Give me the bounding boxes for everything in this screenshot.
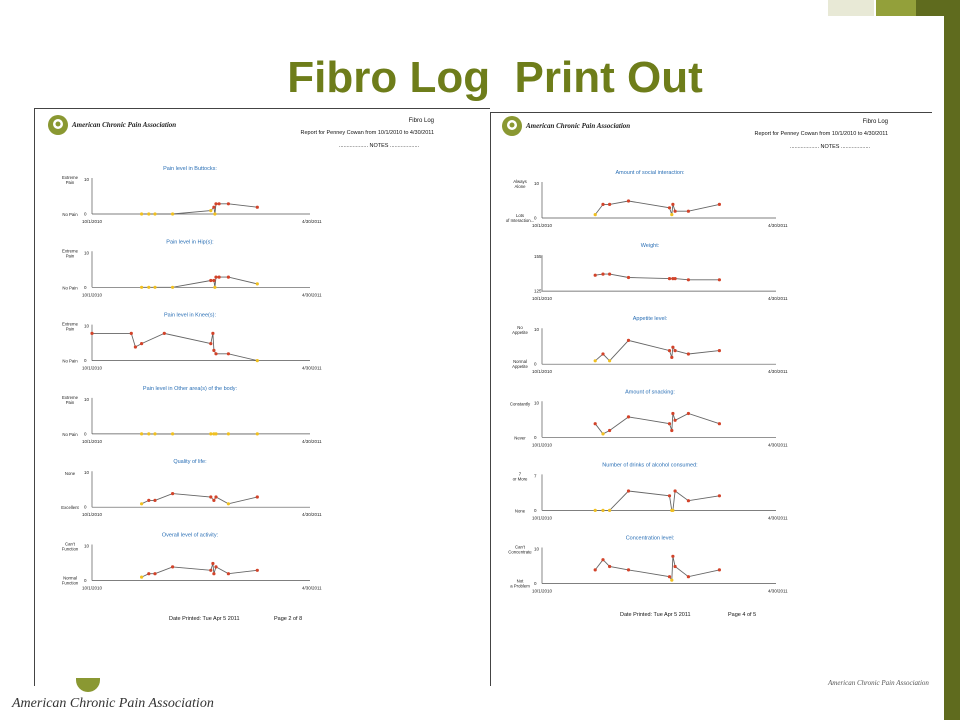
chart-x-start-label: 10/1/2010 — [82, 292, 103, 298]
chart-data-point — [601, 509, 604, 512]
chart-ymin-label: 125 — [534, 288, 542, 294]
chart-data-point — [674, 565, 677, 568]
chart-data-point — [256, 569, 259, 572]
chart-data-point — [209, 342, 212, 345]
chart-x-start-label: 10/1/2010 — [532, 296, 553, 302]
report-page-left — [34, 108, 490, 686]
chart-data-point — [674, 277, 677, 280]
chart-data-point — [718, 568, 721, 571]
chart-data-point — [668, 422, 671, 425]
chart-bottom-label: Normal Function — [61, 575, 79, 586]
chart-data-point — [147, 286, 150, 289]
chart-ymax-label: 7 — [534, 473, 537, 479]
chart-data-point — [214, 276, 217, 279]
chart-data-point — [153, 286, 156, 289]
report-page-right — [490, 112, 932, 686]
chart-data-point — [153, 499, 156, 502]
chart-data-point — [213, 286, 216, 289]
chart-ymin-label: 0 — [534, 434, 537, 440]
chart-ymax-label: 10 — [84, 250, 90, 256]
chart-data-point — [718, 422, 721, 425]
chart-data-point — [687, 278, 690, 281]
chart-series-line — [595, 556, 719, 580]
chart-ymax-label: 10 — [534, 181, 540, 186]
chart-title: Quality of life: — [173, 459, 207, 466]
chart-data-point — [153, 572, 156, 575]
corner-decor-dark — [916, 0, 944, 16]
chart-series-line — [595, 340, 719, 360]
chart-data-point — [687, 499, 690, 502]
chart-data-point — [227, 202, 230, 205]
chart-data-point — [670, 356, 673, 359]
chart-title: Pain level in Other area(s) of the body: — [142, 385, 238, 392]
chart-top-label: Extreme Pain — [62, 321, 78, 332]
chart-data-point — [668, 277, 671, 280]
chart-data-point — [171, 432, 174, 435]
chart-top-label: Can't Function — [61, 541, 79, 552]
chart-data-point — [140, 342, 143, 345]
chart-data-point — [594, 568, 597, 571]
chart-data-point — [674, 210, 677, 213]
chart-data-point — [668, 206, 671, 209]
chart-x-end-label: 4/30/2011 — [302, 585, 322, 591]
chart-x-start-label: 10/1/2010 — [82, 438, 103, 444]
chart-series-line — [142, 494, 258, 504]
chart-data-point — [147, 212, 150, 215]
chart-top-label: Extreme Pain — [62, 248, 78, 259]
chart-data-point — [130, 332, 133, 335]
chart-data-point — [594, 422, 597, 425]
chart-data-point — [627, 276, 630, 279]
chart-data-point — [227, 502, 230, 505]
chart-title: Amount of snacking: — [625, 389, 675, 396]
chart-data-point — [147, 499, 150, 502]
chart-series-line — [595, 414, 719, 434]
chart-ymin-label: 0 — [84, 578, 87, 583]
chart-data-point — [608, 429, 611, 432]
chart-ymin-label: 0 — [534, 361, 537, 367]
chart-x-end-label: 4/30/2011 — [768, 588, 788, 594]
chart-bottom-label: None — [514, 508, 526, 514]
chart-title: Pain level in Knee(s): — [164, 312, 216, 319]
report-page-number: Page 2 of 8 — [274, 616, 303, 622]
chart-data-point — [140, 502, 143, 505]
chart-ymax-label: 10 — [534, 546, 540, 552]
slide-title: Fibro Log Print Out — [287, 53, 703, 102]
chart-data-point — [718, 349, 721, 352]
chart-ymin-label: 0 — [534, 507, 537, 513]
chart-data-point — [171, 286, 174, 289]
chart-data-point — [674, 489, 677, 492]
chart-series-line — [142, 277, 258, 287]
chart-top-label: No Appetite — [512, 325, 528, 336]
footer-org-name: American Chronic Pain Association — [12, 696, 214, 711]
chart-data-point — [212, 499, 215, 502]
chart-bottom-label: Normal Appetite — [512, 359, 528, 370]
chart-top-label: None — [64, 471, 76, 477]
chart-ymin-label: 0 — [84, 431, 87, 437]
chart-data-point — [627, 489, 630, 492]
chart-data-point — [171, 492, 174, 495]
chart-data-point — [608, 203, 611, 206]
report-log-title: Fibro Log — [862, 119, 888, 125]
chart-data-point — [627, 199, 630, 202]
report-date-printed: Date Printed: Tue Apr 5 2011 — [169, 616, 240, 622]
chart-data-point — [211, 332, 214, 335]
chart-data-point — [594, 274, 597, 277]
chart-ymax-label: 10 — [84, 177, 90, 182]
chart-ymin-label: 0 — [84, 211, 87, 217]
chart-data-point — [256, 206, 259, 209]
chart-data-point — [214, 352, 217, 355]
chart-data-point — [140, 576, 143, 579]
chart-title: Overall level of activity: — [161, 532, 219, 539]
chart-x-start-label: 10/1/2010 — [532, 588, 553, 594]
chart-x-start-label: 10/1/2010 — [82, 365, 103, 371]
right-accent-bar — [944, 0, 960, 720]
chart-ymin-label: 0 — [84, 358, 87, 364]
chart-x-end-label: 4/30/2011 — [768, 223, 788, 228]
chart-data-point — [256, 495, 259, 498]
chart-bottom-label: No Pain — [62, 358, 78, 364]
chart-series-line — [92, 333, 257, 360]
chart-data-point — [687, 210, 690, 213]
chart-x-start-label: 10/1/2010 — [82, 219, 103, 224]
chart-ymax-label: 10 — [84, 470, 90, 476]
chart-data-point — [227, 572, 230, 575]
acpa-logo-icon — [48, 115, 68, 135]
chart-data-point — [227, 432, 230, 435]
chart-data-point — [627, 415, 630, 418]
chart-x-end-label: 4/30/2011 — [768, 369, 788, 375]
report-page-left-canvas — [34, 108, 490, 686]
chart-data-point — [153, 432, 156, 435]
chart-series-line — [595, 201, 719, 215]
chart-x-start-label: 10/1/2010 — [532, 515, 553, 521]
chart-data-point — [214, 202, 217, 205]
chart-data-point — [212, 349, 215, 352]
chart-data-point — [153, 212, 156, 215]
chart-data-point — [608, 509, 611, 512]
report-date-printed: Date Printed: Tue Apr 5 2011 — [620, 612, 691, 618]
chart-data-point — [227, 352, 230, 355]
chart-data-point — [209, 432, 212, 435]
report-page-right-canvas — [490, 112, 932, 686]
chart-data-point — [671, 509, 674, 512]
chart-top-label: Extreme Pain — [62, 175, 78, 185]
report-page-number: Page 4 of 5 — [728, 612, 757, 618]
chart-ymax-label: 10 — [84, 396, 90, 402]
chart-data-point — [608, 359, 611, 362]
chart-series-line — [595, 274, 719, 280]
chart-data-point — [213, 212, 216, 215]
chart-data-point — [594, 509, 597, 512]
chart-data-point — [209, 279, 212, 282]
chart-top-label: Can't Concentrate — [508, 544, 532, 555]
chart-x-start-label: 10/1/2010 — [532, 442, 553, 448]
chart-data-point — [256, 432, 259, 435]
chart-bottom-label: Lots of Interaction... — [505, 213, 535, 223]
chart-data-point — [214, 565, 217, 568]
chart-data-point — [718, 278, 721, 281]
chart-top-label: Always Alone — [513, 179, 527, 189]
chart-x-end-label: 4/30/2011 — [302, 292, 322, 298]
chart-bottom-label: Excellent — [61, 505, 79, 511]
chart-x-start-label: 10/1/2010 — [532, 223, 553, 228]
report-subtitle: Report for Penney Cowan from 10/1/2010 to 4/30/2011 — [754, 131, 888, 137]
chart-ymax-label: 10 — [84, 543, 90, 549]
chart-data-point — [256, 282, 259, 285]
chart-ymin-label: 0 — [534, 581, 537, 586]
chart-data-point — [671, 203, 674, 206]
chart-data-point — [209, 209, 212, 212]
chart-data-point — [147, 572, 150, 575]
chart-ymin-label: 0 — [534, 215, 537, 221]
chart-title: Amount of social interaction: — [615, 170, 685, 176]
footer-org-name-small: American Chronic Pain Association — [828, 679, 929, 687]
chart-series-line — [595, 491, 719, 510]
chart-bottom-label: No Pain — [62, 431, 78, 437]
chart-x-end-label: 4/30/2011 — [768, 442, 788, 448]
chart-data-point — [140, 286, 143, 289]
chart-title: Pain level in Hip(s): — [166, 239, 214, 246]
chart-data-point — [687, 352, 690, 355]
chart-x-start-label: 10/1/2010 — [82, 512, 103, 518]
chart-data-point — [671, 412, 674, 415]
chart-ymax-label: 10 — [84, 323, 90, 329]
chart-data-point — [627, 339, 630, 342]
chart-series-line — [142, 564, 258, 578]
chart-data-point — [209, 495, 212, 498]
chart-data-point — [608, 565, 611, 568]
chart-data-point — [147, 432, 150, 435]
acpa-logo-icon — [502, 116, 522, 136]
chart-data-point — [212, 206, 215, 209]
chart-data-point — [90, 332, 93, 335]
chart-data-point — [212, 279, 215, 282]
chart-data-point — [718, 203, 721, 206]
chart-x-end-label: 4/30/2011 — [302, 512, 322, 518]
chart-data-point — [668, 494, 671, 497]
chart-ymax-label: 155 — [534, 254, 542, 260]
chart-data-point — [140, 212, 143, 215]
chart-data-point — [211, 562, 214, 565]
chart-data-point — [601, 352, 604, 355]
chart-data-point — [718, 494, 721, 497]
chart-series-line — [142, 204, 258, 214]
chart-x-start-label: 10/1/2010 — [82, 585, 103, 591]
chart-data-point — [171, 565, 174, 568]
chart-data-point — [171, 212, 174, 215]
report-org-name: American Chronic Pain Association — [526, 122, 631, 130]
chart-ymin-label: 0 — [84, 284, 87, 290]
report-org-name: American Chronic Pain Association — [72, 121, 177, 129]
chart-data-point — [608, 273, 611, 276]
report-subtitle: Report for Penney Cowan from 10/1/2010 to 4/30/2011 — [300, 130, 434, 136]
corner-decor-light — [828, 0, 874, 16]
chart-data-point — [627, 568, 630, 571]
report-log-title: Fibro Log — [408, 118, 434, 124]
chart-title: Weight: — [640, 243, 660, 250]
chart-data-point — [687, 412, 690, 415]
chart-x-end-label: 4/30/2011 — [768, 296, 788, 302]
chart-data-point — [670, 213, 673, 216]
chart-bottom-label: No Pain — [62, 285, 78, 291]
chart-title: Pain level in Buttocks: — [163, 166, 217, 172]
chart-data-point — [134, 345, 137, 348]
chart-data-point — [674, 419, 677, 422]
chart-ymax-label: 10 — [534, 400, 540, 406]
chart-bottom-label: No Pain — [62, 212, 78, 217]
chart-data-point — [218, 276, 221, 279]
chart-x-end-label: 4/30/2011 — [302, 219, 322, 224]
chart-title: Concentration level: — [625, 535, 675, 542]
report-notes-label: ................... NOTES ................... — [789, 144, 871, 150]
chart-data-point — [668, 349, 671, 352]
chart-data-point — [209, 569, 212, 572]
chart-x-end-label: 4/30/2011 — [302, 438, 322, 444]
chart-x-start-label: 10/1/2010 — [532, 369, 553, 375]
chart-data-point — [594, 359, 597, 362]
chart-data-point — [140, 432, 143, 435]
chart-top-label: Constantly — [509, 401, 531, 407]
chart-data-point — [674, 349, 677, 352]
chart-data-point — [670, 579, 673, 582]
acpa-logo-icon — [76, 678, 100, 692]
chart-data-point — [668, 575, 671, 578]
chart-top-label: 7 or More — [512, 471, 528, 482]
corner-decor-mid — [876, 0, 916, 16]
chart-data-point — [214, 432, 217, 435]
chart-ymax-label: 10 — [534, 327, 540, 333]
chart-data-point — [163, 332, 166, 335]
chart-title: Number of drinks of alcohol consumed: — [602, 462, 698, 469]
chart-data-point — [594, 213, 597, 216]
chart-ymin-label: 0 — [84, 504, 87, 510]
chart-x-end-label: 4/30/2011 — [302, 365, 322, 371]
chart-data-point — [670, 429, 673, 432]
chart-data-point — [214, 495, 217, 498]
chart-data-point — [601, 203, 604, 206]
chart-data-point — [601, 432, 604, 435]
chart-x-end-label: 4/30/2011 — [768, 515, 788, 521]
chart-data-point — [687, 575, 690, 578]
chart-data-point — [212, 572, 215, 575]
chart-top-label: Extreme Pain — [62, 394, 78, 405]
chart-data-point — [671, 555, 674, 558]
chart-data-point — [256, 359, 259, 362]
chart-data-point — [671, 346, 674, 349]
chart-data-point — [227, 276, 230, 279]
chart-data-point — [601, 273, 604, 276]
chart-bottom-label: Never — [514, 435, 526, 441]
chart-bottom-label: Not a Problem — [510, 578, 530, 589]
chart-data-point — [601, 558, 604, 561]
report-notes-label: ................... NOTES ................... — [338, 143, 420, 149]
chart-data-point — [218, 202, 221, 205]
chart-title: Appetite level: — [632, 316, 668, 323]
